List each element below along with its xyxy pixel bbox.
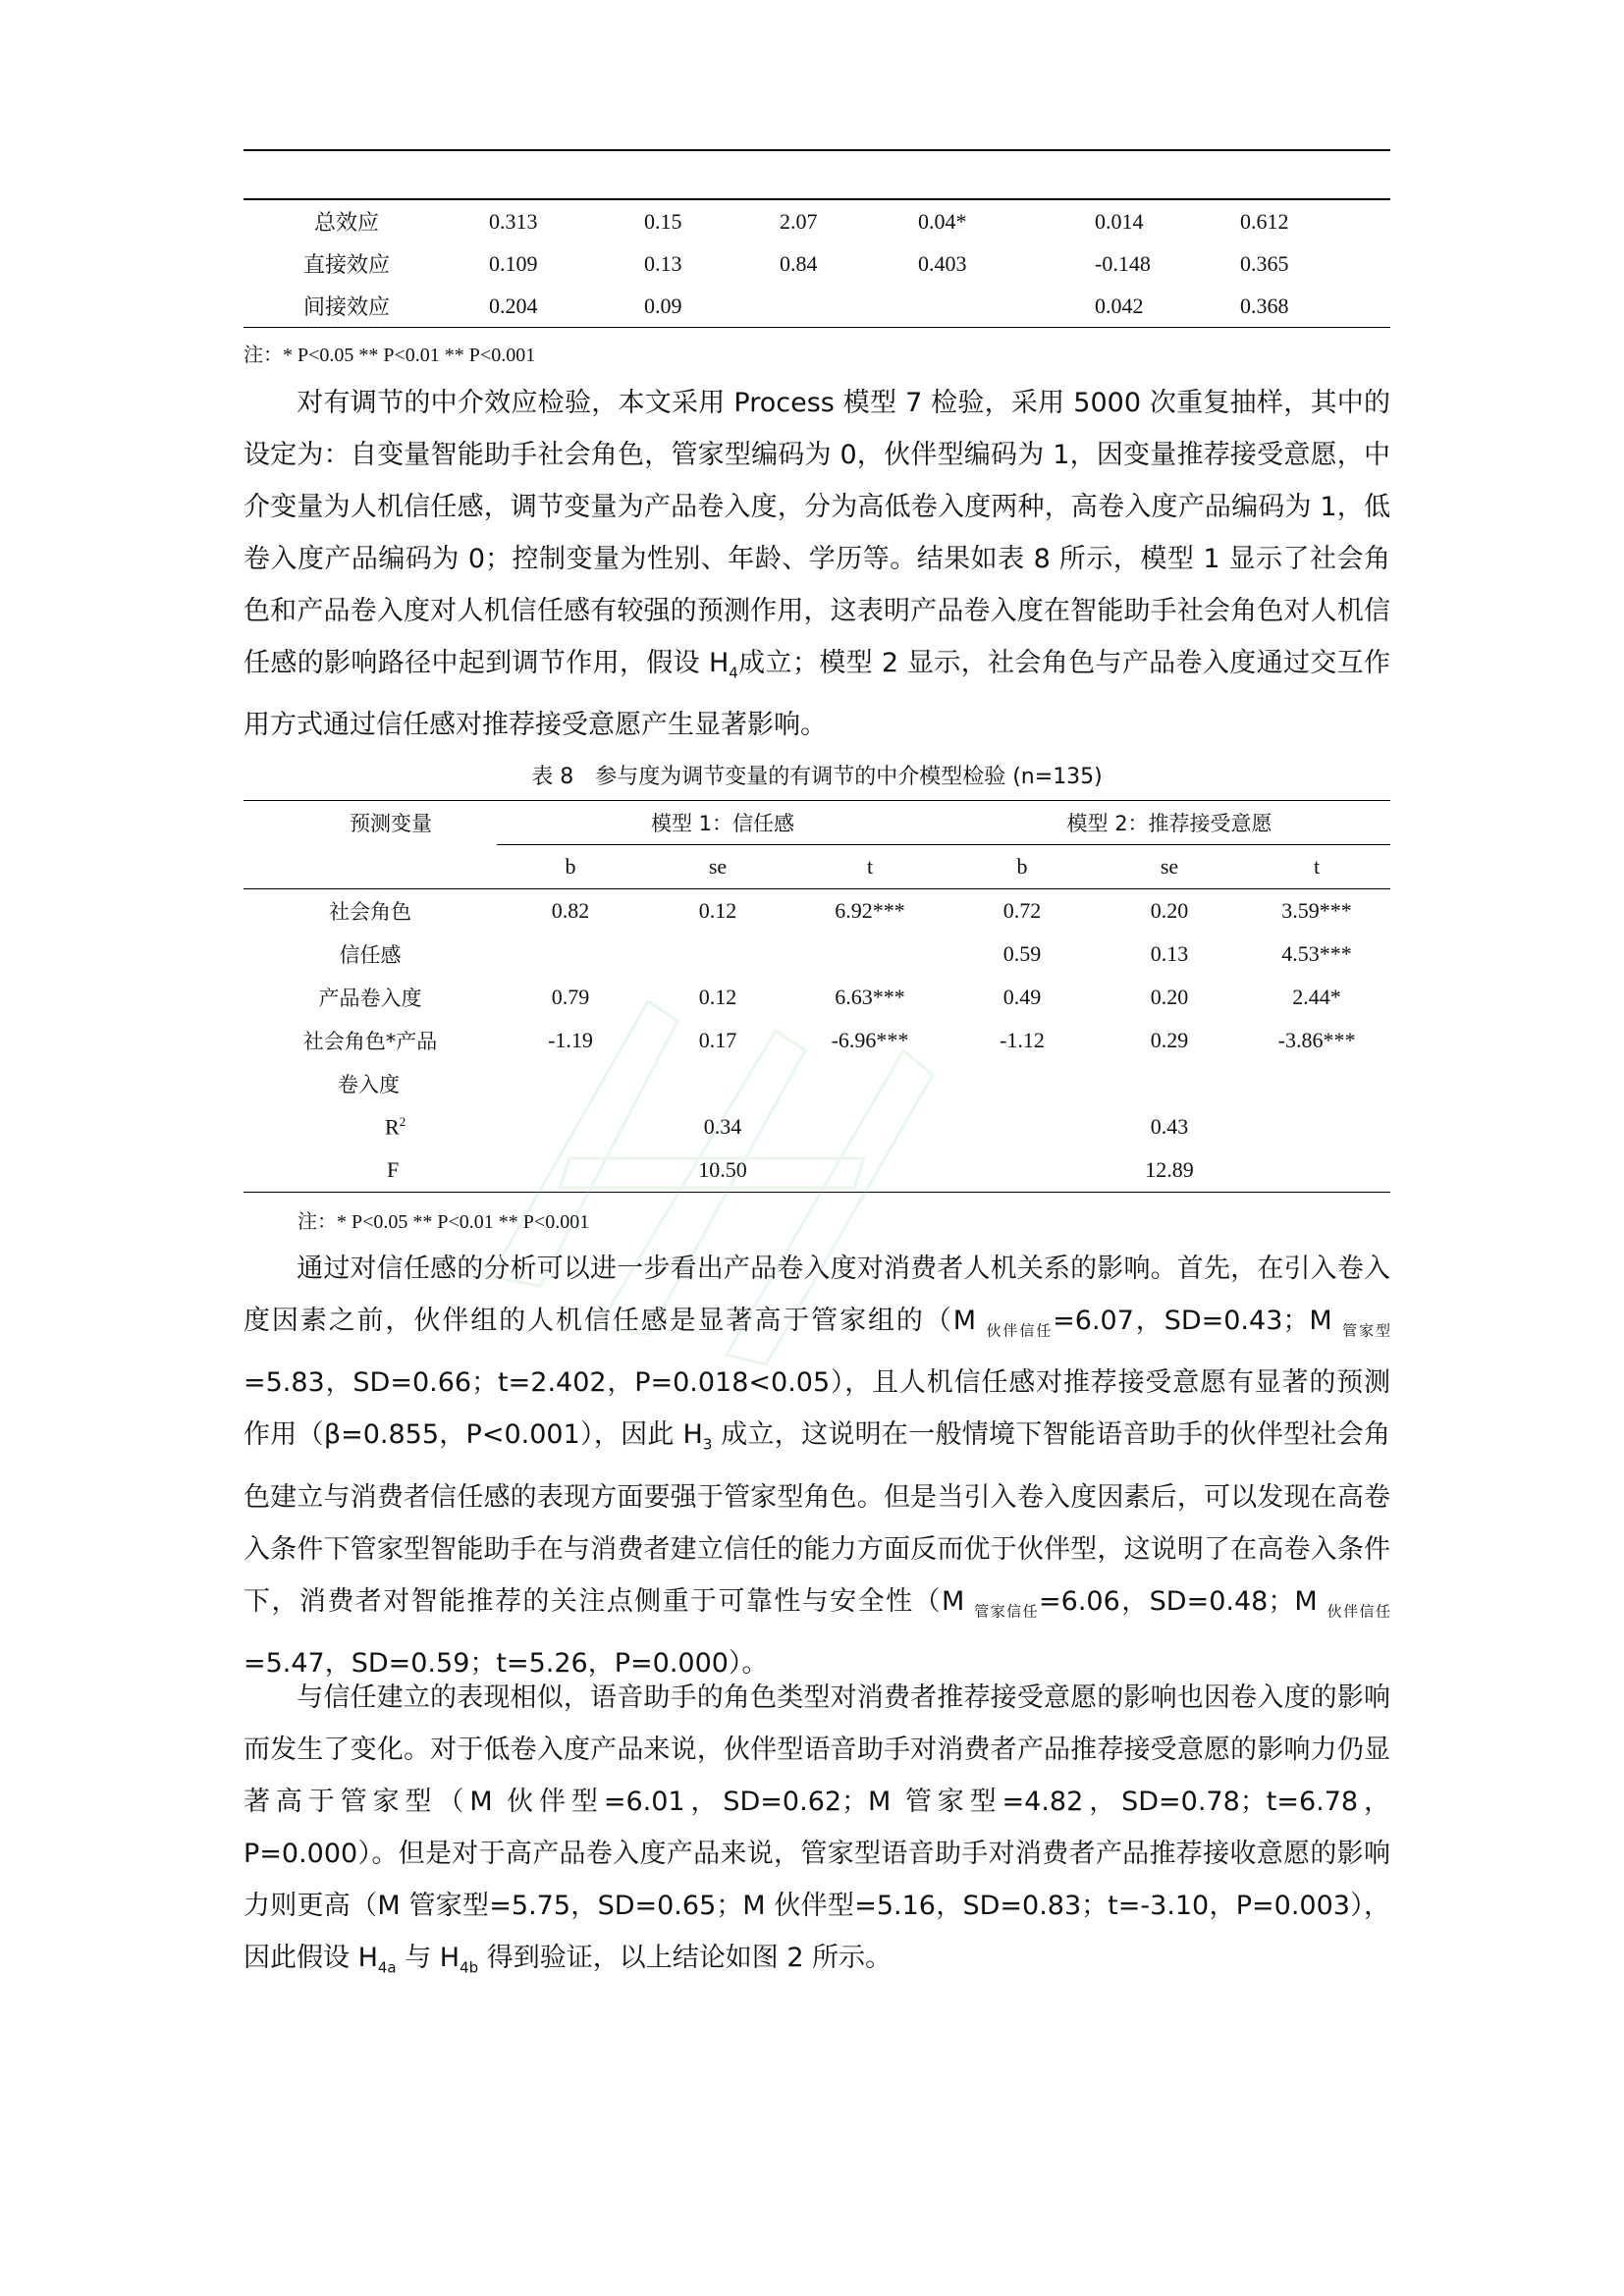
table-row	[244, 199, 1390, 242]
subscript: 伙伴信任	[1326, 1602, 1390, 1621]
subscript: 伙伴信任	[986, 1321, 1054, 1340]
paragraph-text: 成立，这说明在一般情境下智能语音助手的伙伴型社会角色建立与消费者信任感的表现方面要强于管家型角色。但是当引入卷入度因素后，可以发现在高卷入条件下管家型智能助手在与消费者建立信任的能力方面反而优于伙伴型，这说明了在高卷入条件下，消费者对智能推荐的关注点侧重于可靠性与安全性（M	[244, 1419, 1390, 1617]
paragraph-text: 对有调节的中介效应检验，本文采用 Process 模型 7 检验，采用 5000 次重复抽样，其中的设定为：自变量智能助手社会角色，管家型编码为 0，伙伴型编码为 1，因变量推荐接受意愿，中介变量为人机信任感，调节变量为产品卷入度，分为高低卷入度两种，高卷入度产品编码为 1，低卷入度产品编码为 0；控制变量为性别、年龄、学历等。结果如表 8 所示，模型 1 显示了社会角色和产品卷入度对人机信任感有较强的预测作用，这表明产品卷入度在智能助手社会角色对人机信任感的影响路径中起到调节作用，假设 H	[244, 388, 1390, 678]
paragraph-text: 与 H	[396, 1943, 460, 1973]
subscript: 4b	[460, 1958, 479, 1977]
subheader-cell: t	[1243, 845, 1390, 889]
superscript: 2	[399, 1113, 406, 1129]
subscript: 管家信任	[974, 1602, 1040, 1621]
subscript: 4a	[377, 1958, 397, 1977]
subheader-cell: b	[497, 845, 644, 889]
subscript: 4	[729, 664, 738, 682]
table-cell: 2.44*	[1292, 985, 1341, 1009]
table-8-caption	[244, 760, 1390, 790]
table-cell	[756, 285, 898, 328]
row-label: 总效应	[313, 211, 379, 236]
table-cell	[898, 285, 1075, 328]
table-cell: 4.53***	[1281, 941, 1352, 966]
row-label-f: F	[387, 1157, 400, 1182]
table-cell: 0.20	[1150, 898, 1189, 923]
table-cell: 0.84	[780, 250, 818, 276]
table-cell: 0.17	[698, 1028, 737, 1052]
table-cell: 0.04*	[918, 208, 967, 234]
paragraph-text: =5.83，SD=0.66；t=2.402，P=0.018<0.05），且人机信任感对推荐接受意愿有显著的预测作用（β=0.855，P<0.001），因此 H	[244, 1367, 1390, 1451]
subheader-cell: se	[1096, 845, 1243, 889]
paragraph-3	[244, 1672, 1390, 1994]
paragraph-text: =6.06，SD=0.48；M	[1039, 1585, 1327, 1617]
table-cell: 0.612	[1240, 208, 1289, 234]
subheader-cell: b	[948, 845, 1096, 889]
table-cell: 0.368	[1240, 293, 1289, 318]
table-8-note: 注：* P<0.05 ** P<0.01 ** P<0.001	[298, 1211, 590, 1233]
table-cell: 0.403	[918, 250, 967, 276]
table-cell: -1.12	[1000, 1028, 1045, 1052]
paragraph-text: 成立；模型 2 显示，社会角色与产品卷入度通过交互作用方式通过信任感对推荐接受意愿产生显著影响。	[244, 648, 1391, 741]
table-cell: 0.49	[1002, 985, 1042, 1009]
caption-label: 表 8	[531, 765, 574, 789]
caption-text: 参与度为调节变量的有调节的中介模型检验 (n=135)	[595, 765, 1103, 789]
paragraph-text: =6.07，SD=0.43；M	[1053, 1306, 1343, 1336]
table-7-note: 注：* P<0.05 ** P<0.01 ** P<0.001	[244, 345, 536, 366]
table-cell: 0.12	[698, 985, 737, 1009]
subscript: 管家型	[1342, 1321, 1390, 1340]
table-cell: -6.96***	[831, 1028, 909, 1052]
table-cell: 0.79	[551, 985, 590, 1009]
table-cell: 0.12	[698, 898, 737, 923]
table-7-continued	[244, 198, 1390, 328]
paragraph-text: 通过对信任感的分析可以进一步看出产品卷入度对消费者人机关系的影响。首先，在引入卷入度因素之前，伙伴组的人机信任感是显著高于管家组的（M	[244, 1254, 1390, 1336]
table-cell: 0.82	[551, 898, 590, 923]
table-cell: 0.72	[1002, 898, 1042, 923]
table-cell: 0.15	[644, 208, 682, 234]
subscript: 3	[702, 1435, 713, 1454]
row-label: 间接效应	[302, 295, 390, 320]
row-label: 产品卷入度	[318, 987, 422, 1010]
paragraph-1	[244, 377, 1390, 751]
row-label: 卷入度	[338, 1073, 400, 1096]
paragraph-text: 得到验证，以上结论如图 2 所示。	[478, 1943, 893, 1973]
table-cell: 0.014	[1095, 208, 1144, 234]
watermark-graphic	[452, 864, 1001, 1414]
table-cell: 0.09	[644, 293, 682, 318]
table-cell: -0.148	[1095, 250, 1151, 276]
header-rule	[244, 149, 1390, 151]
table-cell: 0.13	[1150, 941, 1189, 966]
table-cell: 0.109	[489, 250, 538, 276]
column-header-model-1: 模型 1：信任感	[497, 801, 948, 845]
table-cell: 3.59***	[1281, 898, 1352, 923]
row-label: 社会角色	[329, 900, 411, 924]
table-row	[244, 285, 1390, 328]
table-cell: 0.29	[1150, 1028, 1189, 1052]
table-cell: 6.63***	[835, 985, 905, 1009]
row-label: 信任感	[339, 943, 402, 967]
row-label: 直接效应	[302, 253, 390, 278]
table-cell: 2.07	[780, 208, 818, 234]
table-cell: 0.365	[1240, 250, 1289, 276]
paragraph-text: 与信任建立的表现相似，语音助手的角色类型对消费者推荐接受意愿的影响也因卷入度的影响而发生了变化。对于低卷入度产品来说，伙伴型语音助手对消费者产品推荐接受意愿的影响力仍显著高于管家型（M 伙伴型=6.01，SD=0.62；M 管家型=4.82，SD=0.78；t=6.78，P=0.000）。但是对于高产品卷入度产品来说，管家型语音助手对消费者产品推荐接收意愿的影响力则更高（M 管家型=5.75，SD=0.65；M 伙伴型=5.16，SD=0.83；t=-3.10，P=0.003），因此假设 H	[244, 1682, 1390, 1973]
subheader-cell: t	[791, 845, 948, 889]
r2-label: R	[385, 1114, 400, 1140]
table-cell: 0.204	[489, 293, 538, 318]
table-cell: -3.86***	[1277, 1028, 1356, 1052]
paragraph-text: =5.47，SD=0.59；t=5.26，P=0.000）。	[244, 1648, 769, 1680]
table-cell: 0.34	[703, 1114, 742, 1139]
table-row	[244, 242, 1390, 285]
table-cell: 0.59	[1002, 941, 1042, 966]
subheader-cell: se	[644, 845, 791, 889]
table-cell: 0.042	[1095, 293, 1144, 318]
row-label: 社会角色*产品	[302, 1030, 438, 1053]
table-cell: 10.50	[698, 1157, 747, 1182]
table-cell: 0.43	[1150, 1114, 1189, 1139]
table-cell: 6.92***	[835, 898, 905, 923]
table-cell: 0.313	[489, 208, 538, 234]
column-header-model-2: 模型 2：推荐接受意愿	[948, 801, 1390, 845]
table-cell: 0.13	[644, 250, 682, 276]
table-cell: 0.20	[1150, 985, 1189, 1009]
table-cell: 12.89	[1145, 1157, 1194, 1182]
table-cell: -1.19	[548, 1028, 593, 1052]
column-header-predict: 预测变量	[350, 812, 432, 836]
